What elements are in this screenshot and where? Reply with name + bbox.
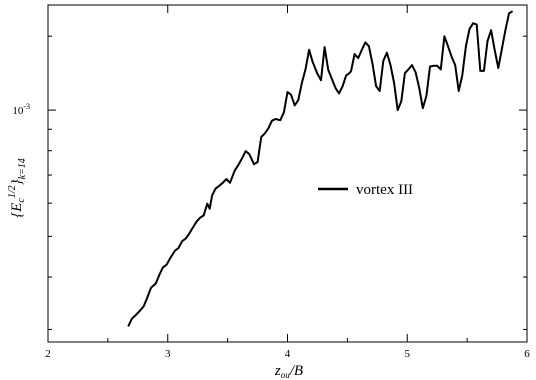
y-axis-ticks xyxy=(12,36,527,329)
x-tick-label: 2 xyxy=(45,348,51,360)
y-axis-label xyxy=(7,158,28,218)
x-axis-ticks xyxy=(45,5,530,360)
series-line-vortex-iii xyxy=(128,11,512,326)
x-tick-label: 4 xyxy=(284,348,291,360)
legend-label-vortex-iii: vortex III xyxy=(356,182,414,198)
x-tick-label: 5 xyxy=(404,348,410,360)
y-tick-label: $10^{-3}$ xyxy=(12,102,30,118)
x-tick-label: 3 xyxy=(165,348,171,360)
plot-frame xyxy=(48,5,527,342)
x-axis-label: $z_{ou}/B$ xyxy=(274,363,304,380)
svg-text:{Ec1/2}k=14: $\{E_c^{1/2}\}_{k=14}$ xyxy=(7,158,28,218)
x-tick-label: 6 xyxy=(524,348,530,360)
legend xyxy=(318,182,413,198)
